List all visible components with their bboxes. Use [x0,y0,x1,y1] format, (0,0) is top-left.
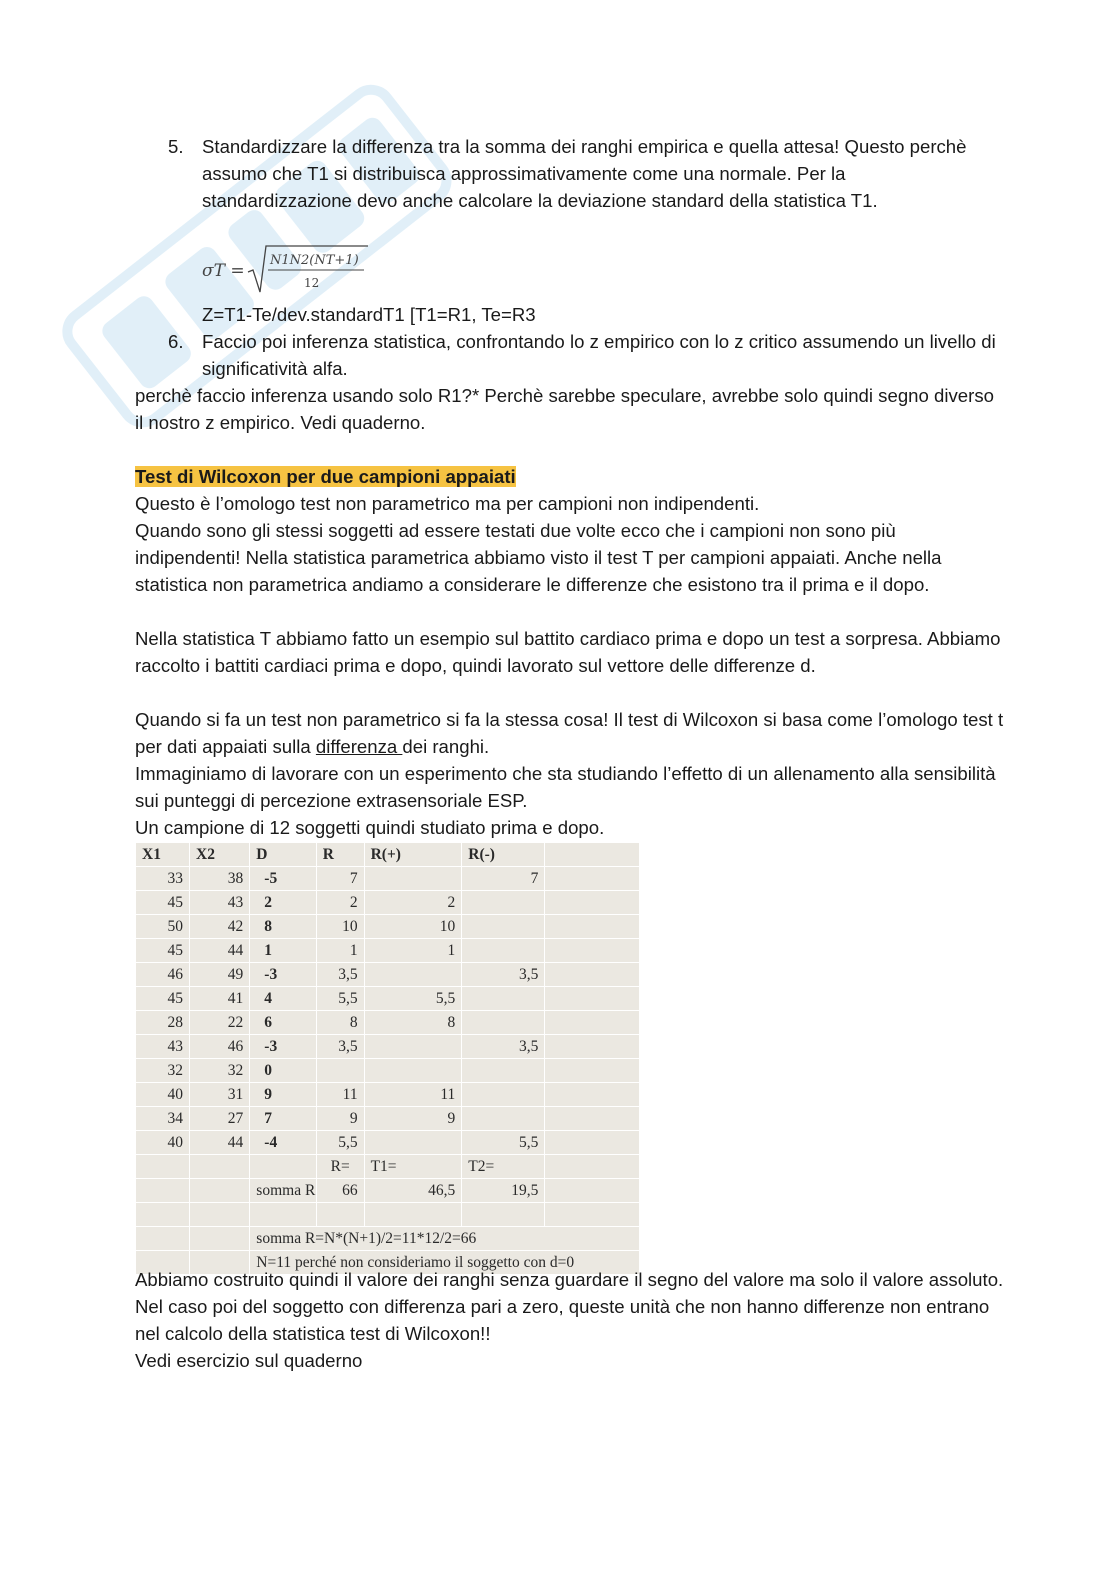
paragraph-8: Vedi esercizio sul quaderno [135,1350,363,1371]
somma-label: somma R [250,1179,317,1203]
table-cell [364,1035,462,1059]
formula-denominator: 12 [304,276,320,290]
table-note-1: somma R=N*(N+1)/2=11*12/2=66 [250,1227,640,1251]
table-cell: 44 [190,939,250,963]
table-cell: 7 [462,867,545,891]
table-cell: 42 [190,915,250,939]
table-row [136,1155,640,1179]
table-header: X1 [136,843,190,867]
table-row [136,939,640,963]
table-row [136,963,640,987]
table-cell: -3 [250,963,317,987]
table-cell: 45 [136,939,190,963]
table-cell: 8 [250,915,317,939]
label-r: R= [316,1155,364,1179]
table-row [136,1227,640,1251]
table-cell: 38 [190,867,250,891]
table-cell [462,915,545,939]
table-cell: 3,5 [462,963,545,987]
table-cell: 44 [190,1131,250,1155]
table-cell: 31 [190,1083,250,1107]
table-row [136,1035,640,1059]
paragraph-4-end: dei ranghi. [402,736,490,757]
list-number: 5. [168,136,184,157]
table-cell: 11 [316,1083,364,1107]
table-cell: 2 [364,891,462,915]
table-cell: 2 [250,891,317,915]
table-cell: 1 [364,939,462,963]
formula-numerator: N1N2(NT+1) [270,253,359,268]
table-cell: 46 [190,1035,250,1059]
table-row [136,1131,640,1155]
list-number: 6. [168,331,184,352]
table-cell: 28 [136,1011,190,1035]
list-item-5 [168,133,998,214]
table-row [136,915,640,939]
table-cell: 22 [190,1011,250,1035]
table-header: R(-) [462,843,545,867]
table-cell: 43 [136,1035,190,1059]
table-cell: 8 [316,1011,364,1035]
paragraph-2: Quando sono gli stessi soggetti ad essere testati due volte ecco che i campioni non sono più indipendenti! Nella statistica parametrica abbiamo visto il test T per campioni appaiati. Anche nella statistica non parametrica andiamo a considerare le differenze che esistono tra il prima e il dopo. [135,520,942,595]
table-cell [462,1059,545,1083]
ranks-table [135,842,640,1275]
table-cell: 50 [136,915,190,939]
paragraph-4 [135,706,1005,760]
table-cell: 9 [364,1107,462,1131]
table-note-2: N=11 perché non consideriamo il soggetto con d=0 [250,1251,640,1275]
table-row [136,987,640,1011]
table-cell: 10 [316,915,364,939]
note-r1: perchè faccio inferenza usando solo R1?* Perchè sarebbe speculare, avrebbe solo quindi segno diverso il nostro z empirico. Vedi quaderno. [135,385,994,433]
table-row [136,891,640,915]
table-row [136,1107,640,1131]
table-header-row [136,843,640,867]
heading-highlight: Test di Wilcoxon per due campioni appaiati [135,466,516,487]
list-item-text: Faccio poi inferenza statistica, confrontando lo z empirico con lo z critico assumendo un livello di significatività alfa. [202,331,996,379]
table-cell: 5,5 [364,987,462,1011]
table-cell: 3,5 [316,963,364,987]
paragraph-6: Un campione di 12 soggetti quindi studiato prima e dopo. [135,817,605,838]
table-cell: 2 [316,891,364,915]
table-row [136,1011,640,1035]
table-cell: 45 [136,987,190,1011]
table-cell: 9 [316,1107,364,1131]
table-cell [462,1011,545,1035]
table-header: R [316,843,364,867]
table-cell: 40 [136,1083,190,1107]
table-cell [364,867,462,891]
table-cell: -3 [250,1035,317,1059]
table-cell: 5,5 [316,987,364,1011]
table-header: R(+) [364,843,462,867]
table-cell: 3,5 [462,1035,545,1059]
table-cell: 32 [136,1059,190,1083]
somma-t2: 19,5 [462,1179,545,1203]
table-row [136,1203,640,1227]
table-cell: 1 [316,939,364,963]
list-item-text: Standardizzare la differenza tra la somma dei ranghi empirica e quella attesa! Questo perchè assumo che T1 si distribuisca approssimativamente come una normale. Per la standardizzazione devo anche calcolare la deviazione standard della statistica T1. [202,136,967,211]
table-cell: 40 [136,1131,190,1155]
table-cell: 27 [190,1107,250,1131]
table-row [136,1083,640,1107]
table-cell [462,987,545,1011]
table-cell: 5,5 [316,1131,364,1155]
table-cell: 49 [190,963,250,987]
table-cell [462,939,545,963]
table-cell: 11 [364,1083,462,1107]
table-cell: 5,5 [462,1131,545,1155]
table-header: X2 [190,843,250,867]
table-cell: 0 [250,1059,317,1083]
table-cell: 34 [136,1107,190,1131]
list-item-6 [168,328,998,382]
table-cell: 32 [190,1059,250,1083]
formula-lhs: σT = [202,261,245,281]
table-cell: 4 [250,987,317,1011]
paragraph-7: Abbiamo costruito quindi il valore dei ranghi senza guardare il segno del valore ma solo il valore assoluto. Nel caso poi del soggetto con differenza pari a zero, queste unità che non hanno differenze non entrano nel calcolo della statistica test di Wilcoxon!! [135,1269,1004,1344]
paragraph-5: Immaginiamo di lavorare con un esperimento che sta studiando l’effetto di un allenamento alla sensibilità sui punteggi di percezione extrasensoriale ESP. [135,763,996,811]
table-cell: 46 [136,963,190,987]
table-header: D [250,843,317,867]
table-cell [462,1083,545,1107]
table-cell: 1 [250,939,317,963]
section-heading [135,463,1005,490]
table-cell [364,1059,462,1083]
table-cell: 9 [250,1083,317,1107]
table-cell: -5 [250,867,317,891]
table-cell [364,963,462,987]
paragraph-4-text: Quando si fa un test non parametrico si fa la stessa cosa! Il test di Wilcoxon si basa come l’omologo test t per dati appaiati sulla [135,709,1004,757]
table-cell: 43 [190,891,250,915]
table-cell: -4 [250,1131,317,1155]
table-cell: 8 [364,1011,462,1035]
table-row [136,1179,640,1203]
table-cell: 7 [250,1107,317,1131]
label-t2: T2= [462,1155,545,1179]
sigma-formula [200,240,370,296]
underlined-word: differenza [315,736,403,757]
table-cell: 33 [136,867,190,891]
table-cell: 6 [250,1011,317,1035]
table-cell [364,1131,462,1155]
label-t1: T1= [364,1155,462,1179]
paragraph-3: Nella statistica T abbiamo fatto un esempio sul battito cardiaco prima e dopo un test a sorpresa. Abbiamo raccolto i battiti cardiaci prima e dopo, quindi lavorato sul vettore delle differenze d. [135,628,1001,676]
table-cell [462,891,545,915]
z-formula: Z=T1-Te/dev.standardT1 [T1=R1, Te=R3 [202,304,536,325]
somma-t1: 46,5 [364,1179,462,1203]
table-cell: 10 [364,915,462,939]
table-cell [462,1107,545,1131]
table-cell: 45 [136,891,190,915]
table-row [136,1059,640,1083]
table-cell: 7 [316,867,364,891]
paragraph-1: Questo è l’omologo test non parametrico ma per campioni non indipendenti. [135,493,760,514]
table-row [136,867,640,891]
table-cell: 3,5 [316,1035,364,1059]
somma-r: 66 [316,1179,364,1203]
table-cell: 41 [190,987,250,1011]
table-cell [316,1059,364,1083]
